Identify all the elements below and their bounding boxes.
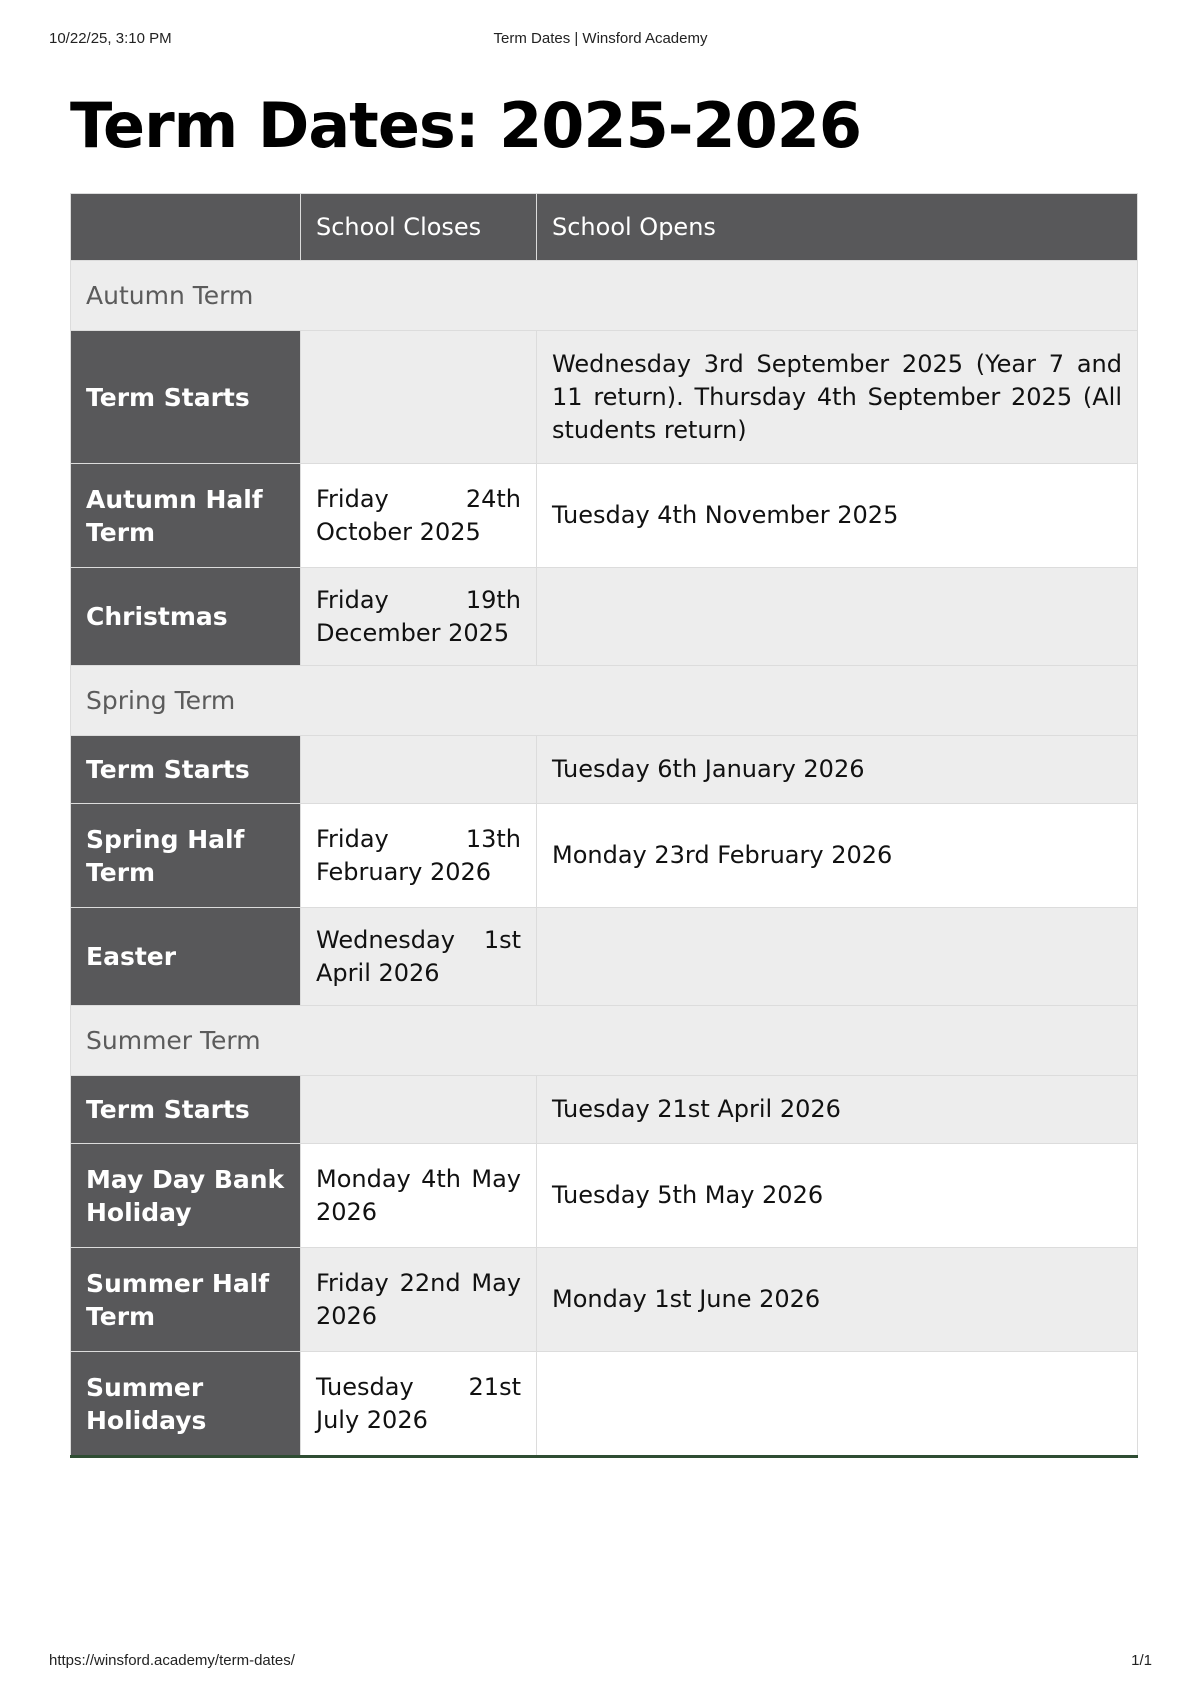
header-blank (71, 194, 301, 261)
school-opens-cell: Wednesday 3rd September 2025 (Year 7 and 11 return). Thursday 4th September 2025 (All students return) (537, 331, 1138, 464)
row-label: Summer Half Term (71, 1248, 301, 1352)
school-closes-cell: Friday 13th February 2026 (301, 804, 537, 908)
school-closes-cell: Monday 4th May 2026 (301, 1144, 537, 1248)
print-page-title: Term Dates | Winsford Academy (493, 30, 708, 47)
print-url: https://winsford.academy/term-dates/ (49, 1652, 295, 1669)
table-row (71, 1144, 1138, 1248)
school-opens-cell: Tuesday 21st April 2026 (537, 1076, 1138, 1144)
school-closes-cell (301, 1076, 537, 1144)
section-row-autumn (71, 261, 1138, 331)
table-row (71, 331, 1138, 464)
row-label: May Day Bank Holiday (71, 1144, 301, 1248)
table-row (71, 1352, 1138, 1457)
print-datetime: 10/22/25, 3:10 PM (49, 30, 172, 47)
school-closes-cell (301, 736, 537, 804)
term-dates-table (70, 193, 1138, 1458)
table-row (71, 1248, 1138, 1352)
school-closes-cell: Friday 22nd May 2026 (301, 1248, 537, 1352)
school-closes-cell: Friday 24th October 2025 (301, 464, 537, 568)
school-opens-cell: Tuesday 5th May 2026 (537, 1144, 1138, 1248)
row-label: Autumn Half Term (71, 464, 301, 568)
section-row-spring (71, 666, 1138, 736)
table-row (71, 464, 1138, 568)
header-school-closes: School Closes (301, 194, 537, 261)
row-label: Christmas (71, 568, 301, 666)
school-opens-cell: Monday 23rd February 2026 (537, 804, 1138, 908)
table-row (71, 568, 1138, 666)
section-title: Autumn Term (71, 261, 1138, 331)
table-row (71, 908, 1138, 1006)
row-label: Easter (71, 908, 301, 1006)
print-footer (49, 1652, 1152, 1674)
table-row (71, 736, 1138, 804)
school-opens-cell: Tuesday 6th January 2026 (537, 736, 1138, 804)
header-school-opens: School Opens (537, 194, 1138, 261)
school-opens-cell (537, 1352, 1138, 1457)
school-opens-cell: Monday 1st June 2026 (537, 1248, 1138, 1352)
row-label: Term Starts (71, 1076, 301, 1144)
table-row (71, 804, 1138, 908)
page-title: Term Dates: 2025-2026 (70, 89, 861, 162)
school-closes-cell (301, 331, 537, 464)
school-closes-cell: Friday 19th December 2025 (301, 568, 537, 666)
row-label: Spring Half Term (71, 804, 301, 908)
print-header (49, 30, 1152, 52)
school-closes-cell: Wednesday 1st April 2026 (301, 908, 537, 1006)
school-opens-cell (537, 908, 1138, 1006)
row-label: Term Starts (71, 331, 301, 464)
section-title: Spring Term (71, 666, 1138, 736)
print-page-number: 1/1 (1131, 1652, 1152, 1669)
row-label: Term Starts (71, 736, 301, 804)
section-row-summer (71, 1006, 1138, 1076)
row-label: Summer Holidays (71, 1352, 301, 1457)
table-header-row (71, 194, 1138, 261)
school-opens-cell (537, 568, 1138, 666)
school-closes-cell: Tuesday 21st July 2026 (301, 1352, 537, 1457)
section-title: Summer Term (71, 1006, 1138, 1076)
school-opens-cell: Tuesday 4th November 2025 (537, 464, 1138, 568)
table-row (71, 1076, 1138, 1144)
